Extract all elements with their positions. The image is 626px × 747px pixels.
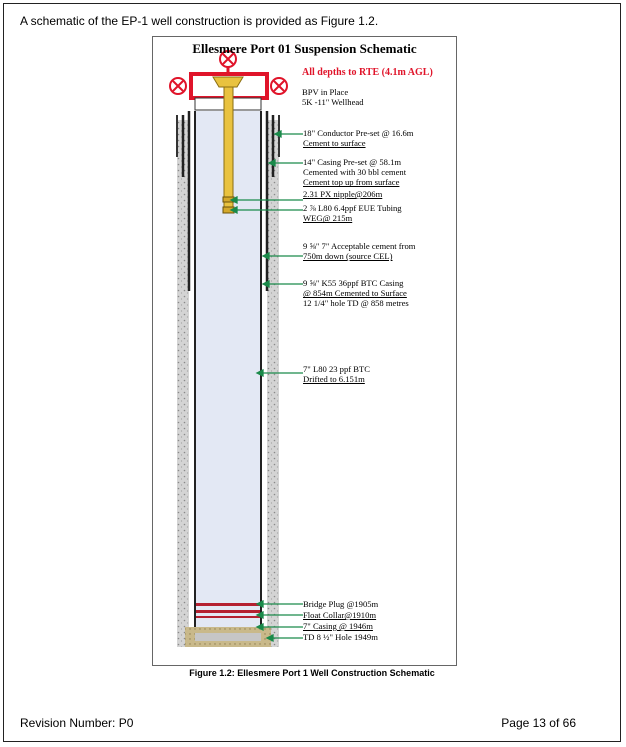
label-px-nipple-text: 2.31 PX nipple@206m [303,189,383,199]
label-cement-line2: 750m down (source CEL) [303,251,393,262]
label-casing958-line1: 9 ⅝" K55 36ppf BTC Casing [303,278,404,288]
label-td-text: TD 8 ½" Hole 1949m [303,632,378,642]
tubing-string [224,87,233,213]
label-casing7-text: 7" Casing @ 1946m [303,621,373,631]
float-collar [196,610,260,613]
label-bpv-line2: 5K -11" Wellhead [302,97,364,108]
label-casing14-line3: Cement top up from surface [303,177,400,188]
label-cement-acceptable [303,241,416,261]
label-cement-line1: 9 ⅝" 7" Acceptable cement from [303,241,416,251]
figure-title: Ellesmere Port 01 Suspension Schematic [192,41,417,56]
well-schematic-figure [152,36,457,666]
label-px-nipple [303,189,382,199]
page-number: Page 13 of 66 [501,716,576,730]
intro-text: A schematic of the EP-1 well construction is provided as Figure 1.2. [20,14,379,28]
label-casing958-line3: 12 1/4" hole TD @ 858 metres [303,298,409,309]
label-casing14-line1: 14" Casing Pre-set @ 58.1m [303,157,402,167]
label-td [303,632,378,642]
label-liner7 [303,364,370,384]
label-casing958-line2: @ 854m Cemented to Surface [303,288,407,299]
revision-number: Revision Number: P0 [20,716,134,730]
label-casing7 [303,621,373,631]
label-casing14 [303,157,406,188]
conductor-cement [177,120,189,647]
float-collar-2 [196,616,260,618]
label-bridge-plug-text: Bridge Plug @1905m [303,599,379,609]
label-casing958 [303,278,409,309]
tubing-hanger [213,77,243,87]
label-conductor-line1: 18" Conductor Pre-set @ 16.6m [303,128,414,138]
depth-note: All depths to RTE (4.1m AGL) [302,67,433,78]
label-liner7-line2: Drifted to 6.151m [303,374,365,385]
label-casing14-line2: Cemented with 30 bbl cement [303,167,407,178]
label-liner7-line1: 7" L80 23 ppf BTC [303,364,371,374]
label-float-collar [303,610,376,620]
label-bridge-plug [303,599,378,609]
label-tubing [303,203,402,223]
label-float-collar-text: Float Collar@1910m [303,610,377,620]
bridge-plug [196,603,260,606]
label-bpv [302,87,364,107]
document-page [3,3,621,742]
figure-caption: Figure 1.2: Ellesmere Port 1 Well Construction Schematic [189,668,435,678]
conductor-cement-right [267,120,279,647]
label-conductor [303,128,413,148]
label-conductor-line2: Cement to surface [303,138,366,149]
right-valve [271,78,287,94]
label-tubing-line1: 2 ⅞ L80 6.4ppf EUE Tubing [303,203,402,213]
label-tubing-line2: WEG@ 215m [303,213,353,224]
casing-shoe [195,633,261,641]
left-valve [170,78,186,94]
label-bpv-line1: BPV in Place [302,87,349,97]
